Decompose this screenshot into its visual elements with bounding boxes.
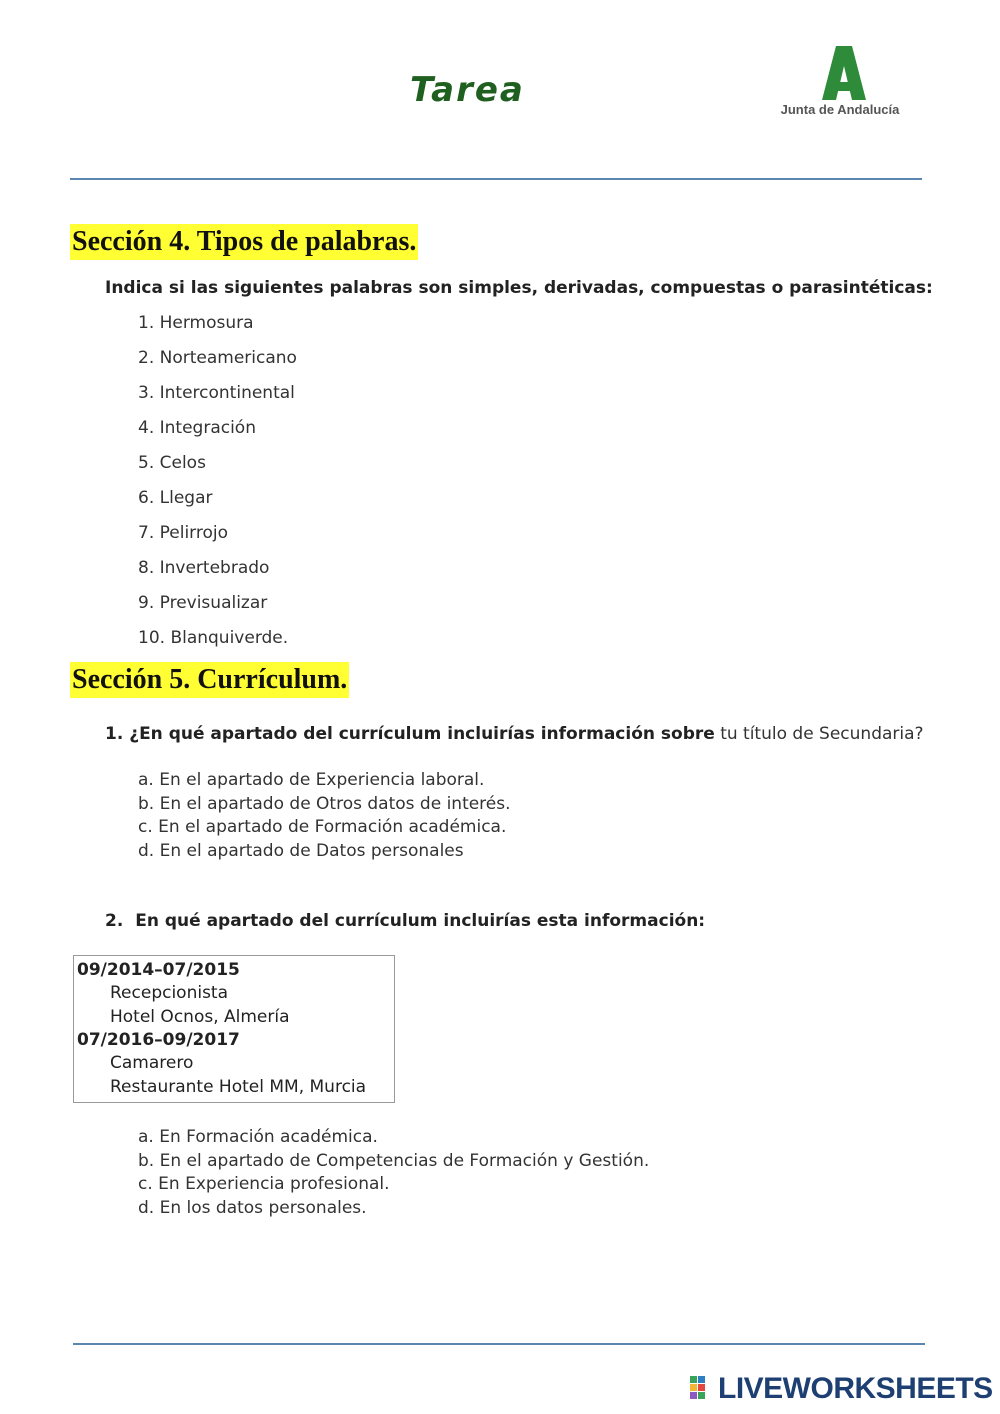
header-divider	[70, 178, 922, 180]
question-1-rest: tu título de Secundaria?	[714, 724, 924, 744]
question-2-number: 2.	[105, 911, 124, 931]
job-title: Camarero	[110, 1053, 194, 1073]
option-c: c. En Experiencia profesional.	[138, 1174, 390, 1194]
question-1	[105, 724, 924, 744]
word-item: 8. Invertebrado	[138, 558, 270, 578]
section-5-title: Sección 5. Currículum.	[70, 662, 349, 698]
word-item: 5. Celos	[138, 453, 206, 473]
word-item: 1. Hermosura	[138, 313, 254, 333]
option-d: d. En los datos personales.	[138, 1197, 367, 1218]
junta-logo-icon	[770, 42, 910, 102]
word-item: 10. Blanquiverde.	[138, 628, 289, 648]
word-item: 3. Intercontinental	[138, 383, 295, 403]
option-b: b. En el apartado de Otros datos de interés.	[138, 793, 511, 814]
date-range: 09/2014–07/2015	[77, 960, 240, 980]
liveworksheets-text: LIVEWORKSHEETS	[718, 1372, 993, 1405]
word-item: 2. Norteamericano	[138, 348, 297, 368]
date-range: 07/2016–09/2017	[77, 1030, 240, 1050]
work-experience-box	[73, 955, 395, 1103]
page-title: Tarea	[410, 70, 525, 110]
job-title: Recepcionista	[110, 983, 229, 1003]
option-d: d. En el apartado de Datos personales	[138, 840, 464, 861]
logo-text: Junta de Andalucía	[780, 102, 900, 117]
footer-divider	[73, 1343, 925, 1345]
question-1-options	[138, 769, 511, 863]
section-4-instruction: Indica si las siguientes palabras son simples, derivadas, compuestas o parasintéticas:	[105, 278, 933, 298]
option-c: c. En el apartado de Formación académica.	[138, 817, 507, 837]
question-1-bold: 1. ¿En qué apartado del currículum incluirías información sobre	[105, 724, 715, 744]
word-item: 6. Llegar	[138, 488, 213, 508]
section-4-title: Sección 4. Tipos de palabras.	[70, 224, 418, 260]
word-item: 4. Integración	[138, 418, 256, 438]
job-place: Hotel Ocnos, Almería	[110, 1007, 290, 1027]
word-item: 7. Pelirrojo	[138, 523, 229, 543]
option-b: b. En el apartado de Competencias de Formación y Gestión.	[138, 1150, 650, 1171]
option-a: a. En Formación académica.	[138, 1127, 378, 1147]
option-a: a. En el apartado de Experiencia laboral.	[138, 770, 485, 790]
question-2-text: En qué apartado del currículum incluirías esta información:	[135, 911, 706, 931]
question-2	[105, 911, 705, 931]
junta-andalucia-logo	[770, 42, 910, 122]
job-place: Restaurante Hotel MM, Murcia	[110, 1077, 367, 1097]
word-item: 9. Previsualizar	[138, 593, 268, 613]
question-2-options	[138, 1126, 649, 1220]
liveworksheets-logo-icon	[690, 1376, 716, 1406]
